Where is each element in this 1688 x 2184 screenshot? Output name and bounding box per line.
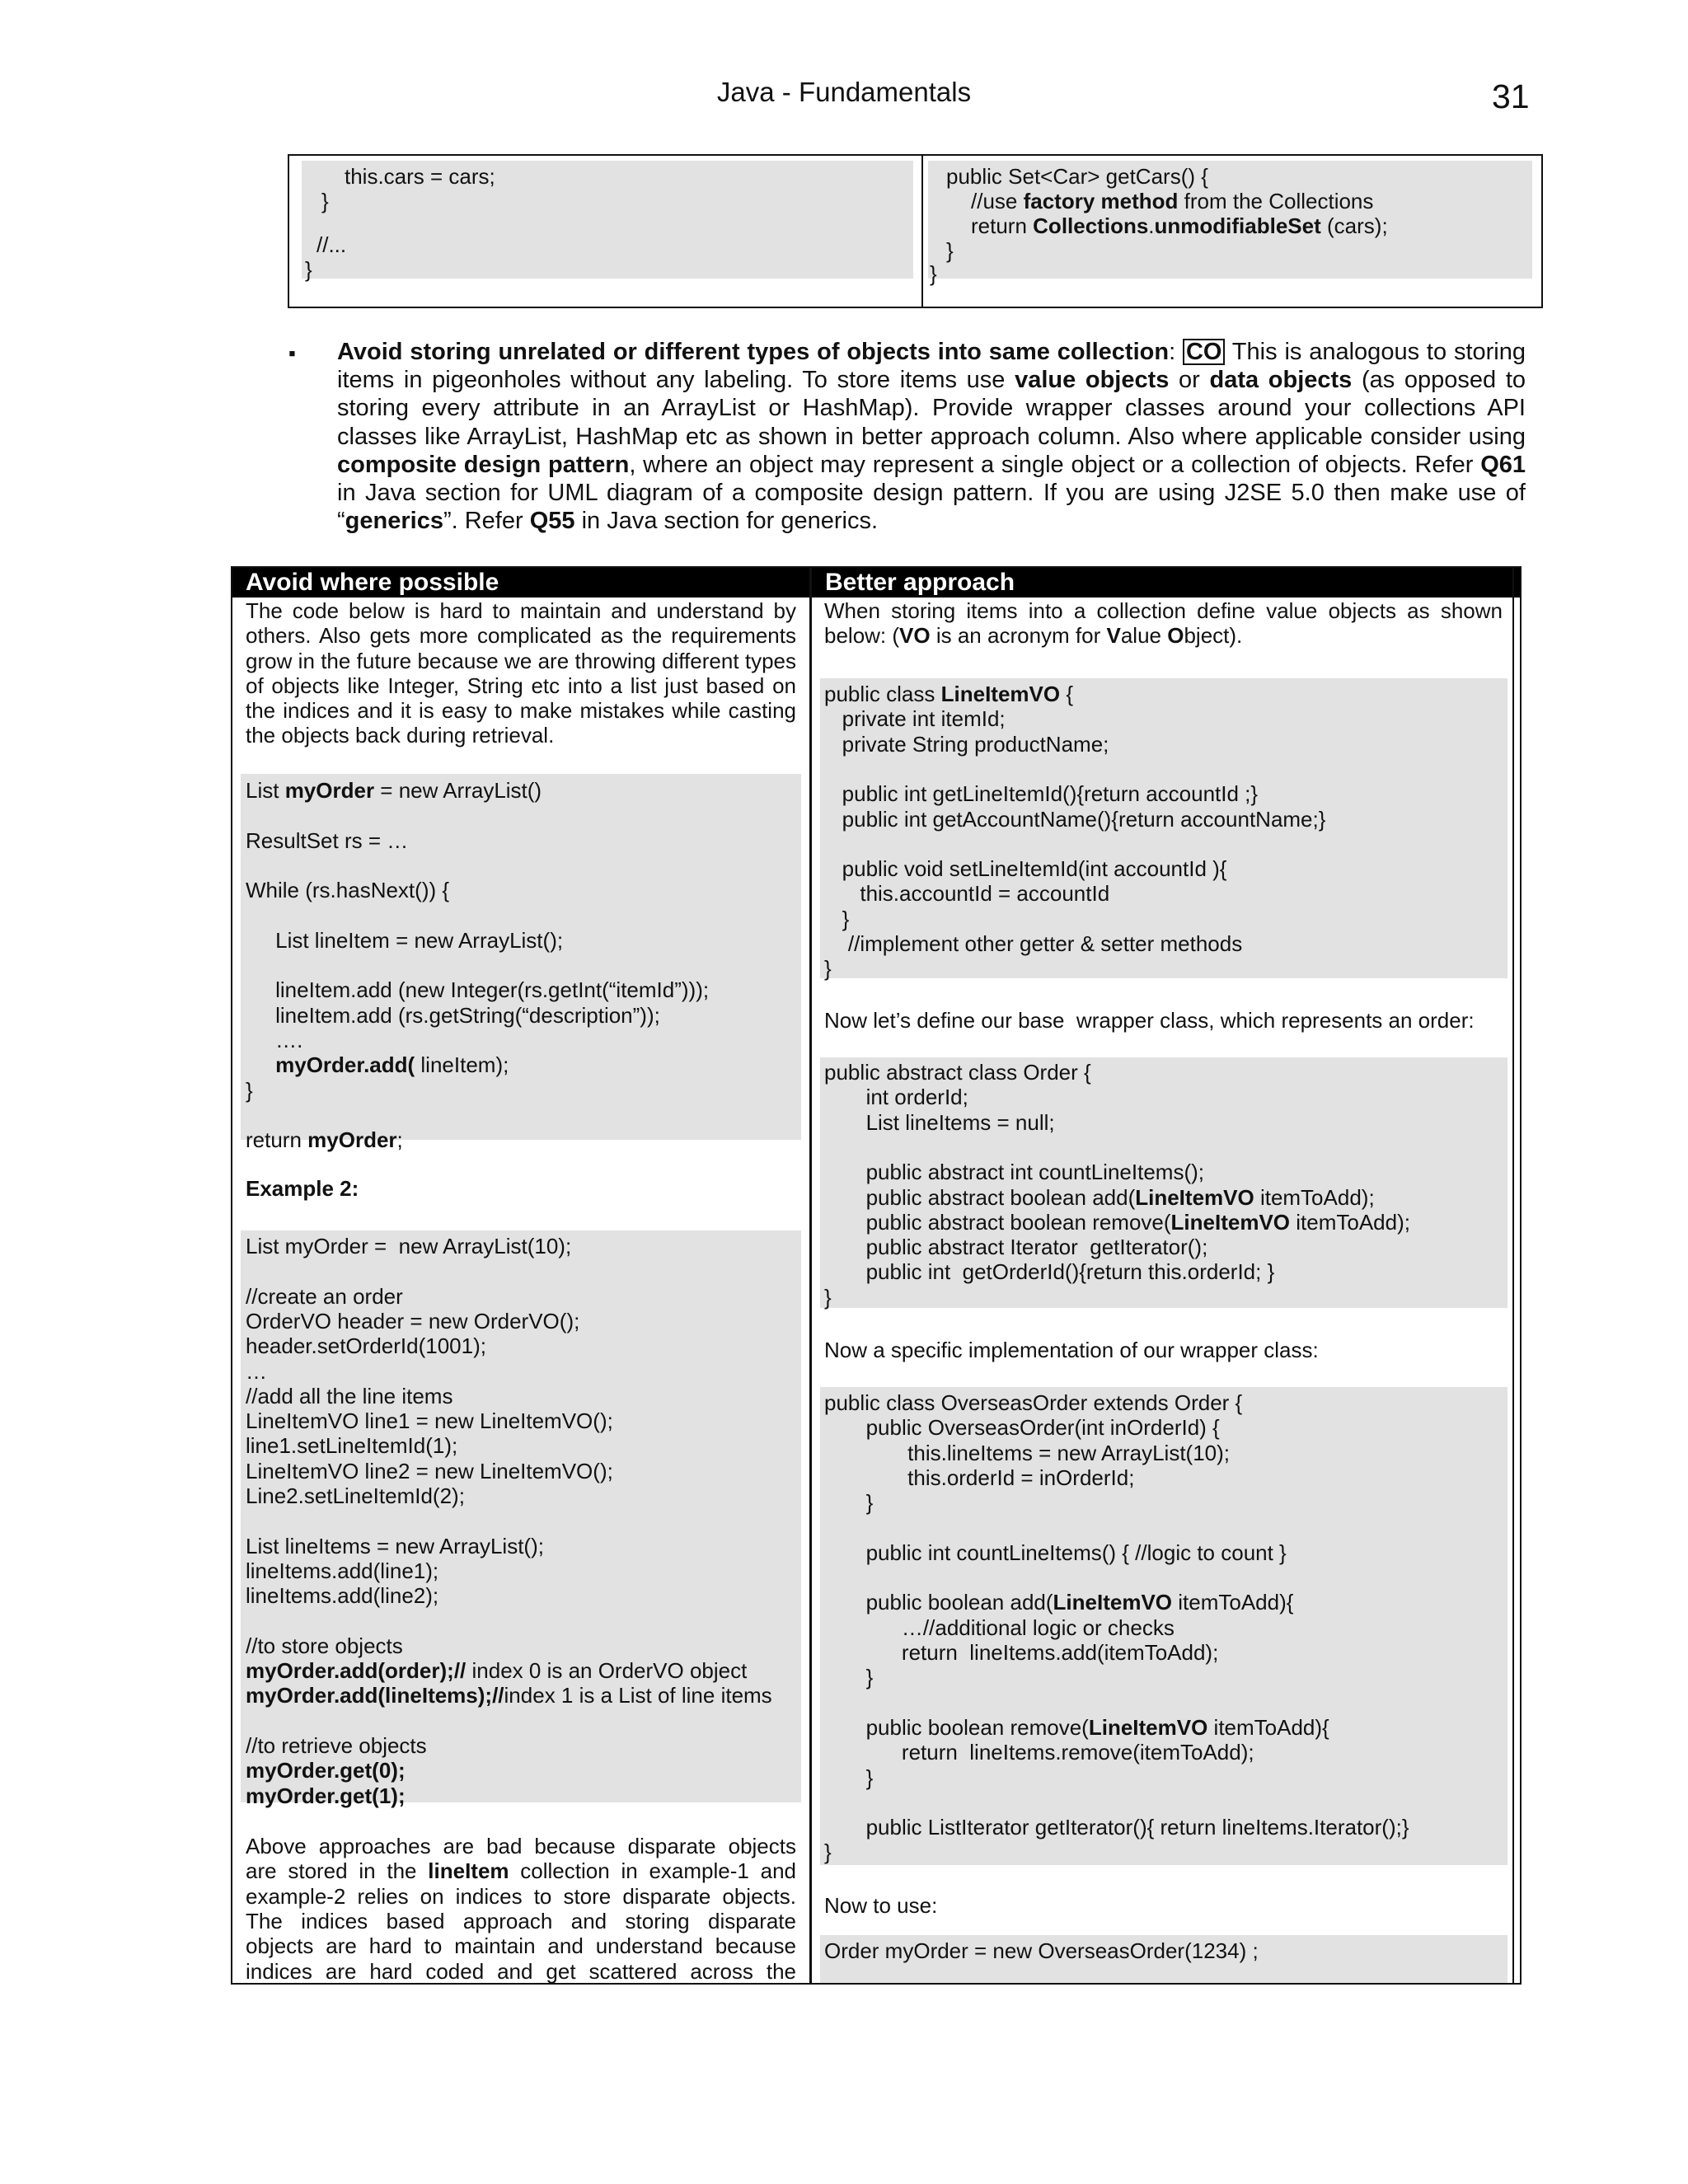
text-run: = new ArrayList() <box>374 778 542 803</box>
text-run: in Java section for UML diagram of a composite design pattern. If you are using J2SE 5.0 then make use of “ <box>337 480 1526 535</box>
code-line <box>246 1333 486 1358</box>
text-run: { <box>1060 682 1074 706</box>
text-run: lineItems.add(line1); <box>246 1558 439 1583</box>
code-line <box>246 1003 660 1028</box>
text-run: List <box>246 778 285 803</box>
text-run: index 0 is an OrderVO object <box>466 1658 748 1684</box>
code-line <box>824 856 1227 881</box>
code-line <box>246 1459 613 1483</box>
text-run: header.setOrderId(1001); <box>246 1333 486 1359</box>
code-line <box>246 1028 302 1052</box>
code-line <box>824 1259 1274 1284</box>
code-line <box>824 1085 968 1109</box>
code-line <box>246 1433 457 1458</box>
text-run: } <box>824 1765 874 1790</box>
text-run: } <box>824 1284 832 1310</box>
code-line <box>246 1733 427 1758</box>
text-run: public abstract boolean remove( <box>824 1209 1171 1235</box>
code-line <box>246 977 709 1002</box>
text-run: public abstract boolean add( <box>824 1184 1136 1210</box>
text-run: lineItem); <box>420 1052 509 1078</box>
text-run: itemToAdd){ <box>1172 1590 1294 1615</box>
text-run: itemToAdd); <box>1254 1184 1375 1210</box>
text-run: List lineItems = new ArrayList(); <box>246 1533 544 1558</box>
text-run: Q61 <box>1480 451 1526 478</box>
text-run: public int getOrderId(){return this.orderId; } <box>824 1259 1275 1285</box>
text-run: in Java section for generics. <box>574 508 879 535</box>
code-line <box>246 1483 465 1508</box>
text-run: List lineItem = new ArrayList(); <box>246 927 564 953</box>
code-line <box>246 1408 613 1433</box>
code-line <box>824 1665 873 1690</box>
code-line <box>824 807 1325 832</box>
right-text-usage: Now to use: <box>824 1893 938 1918</box>
text-run: are stored in the <box>246 1858 429 1884</box>
code-line <box>824 1715 1329 1740</box>
code-line <box>246 1933 796 1958</box>
code-line <box>246 1284 403 1309</box>
text-run: int orderId; <box>824 1085 968 1110</box>
text-run: public boolean remove( <box>824 1714 1089 1740</box>
text-run: composite design pattern <box>337 451 630 478</box>
code-line <box>246 1834 796 1858</box>
code-line <box>246 1884 796 1909</box>
text-run: line1.setLineItemId(1); <box>246 1433 458 1459</box>
text-run: alue <box>1120 623 1168 648</box>
code-line <box>246 1534 544 1558</box>
code-line <box>246 1683 772 1708</box>
code-line <box>824 1110 1055 1135</box>
text-run: value objects <box>1015 367 1170 394</box>
code-line <box>824 1490 873 1515</box>
text-run: } <box>246 1077 253 1103</box>
code-line <box>824 931 1242 956</box>
right-intro-line1: When storing items into a collection define value objects as shown <box>824 598 1503 623</box>
text-run: … <box>246 1358 267 1384</box>
text-run: ResultSet rs = … <box>246 827 409 853</box>
code-line: } <box>321 189 329 213</box>
text-run: LineItemVO <box>940 682 1061 706</box>
code-line <box>824 1615 1175 1640</box>
usage-code-line: Order myOrder = new OverseasOrder(1234) ; <box>824 1938 1259 1963</box>
text-run: myOrder.get(0); <box>246 1758 406 1783</box>
text-run: public class OverseasOrder extends Order { <box>824 1390 1243 1415</box>
text-run: , where an object may represent a single object or a collection of objects. Refer <box>629 451 1481 478</box>
code-line <box>246 1078 253 1103</box>
code-line <box>824 1815 1409 1840</box>
text-run: collection in example-1 and <box>509 1858 796 1884</box>
text-run: example-2 relies on indices to store disparate objects. <box>246 1883 796 1909</box>
code-line: this.cars = cars; <box>345 164 495 189</box>
code-line <box>824 1840 832 1864</box>
column-divider <box>809 568 812 1983</box>
comparison-table <box>231 566 1522 1985</box>
code-line <box>824 1540 1287 1565</box>
code-line <box>824 1210 1410 1235</box>
text-run: } <box>824 1665 874 1690</box>
right-intro-line2 <box>824 623 1242 648</box>
text-run: } <box>824 1840 832 1865</box>
code-line <box>246 1783 406 1808</box>
code-line <box>824 1415 1220 1440</box>
code-line <box>246 1758 406 1783</box>
text-run: LineItemVO <box>1088 1714 1208 1740</box>
text-run: //add all the line items <box>246 1383 453 1408</box>
text-run: itemToAdd); <box>1290 1209 1410 1235</box>
code-line <box>246 1909 796 1933</box>
top-code-left <box>302 161 913 282</box>
example-2-label: Example 2: <box>246 1176 359 1201</box>
text-run: lineItem.add (new Integer(rs.getInt(“itemId”))); <box>246 977 710 1003</box>
text-run: myOrder.add(lineItems);// <box>246 1683 504 1708</box>
text-run: //to retrieve objects <box>246 1733 427 1758</box>
text-run: myOrder.add( <box>275 1052 421 1078</box>
page-header-title: Java - Fundamentals <box>716 77 972 107</box>
text-run: O <box>1167 623 1184 648</box>
text-run: lineItem <box>428 1858 509 1884</box>
text-run: or <box>1169 367 1210 394</box>
text-run: ”. Refer <box>443 508 530 535</box>
code-line <box>246 928 563 953</box>
code-line: } <box>305 257 312 282</box>
top-code-table <box>288 154 1543 308</box>
code-line <box>246 1359 267 1384</box>
text-run: bject). <box>1184 623 1243 648</box>
text-run: //create an order <box>246 1283 403 1309</box>
code-line: return Collections.unmodifiableSet (cars); <box>971 213 1388 238</box>
code-line <box>246 878 449 902</box>
header-better: Better approach <box>812 568 1520 598</box>
text-run: below: ( <box>824 623 900 648</box>
text-run: myOrder <box>307 1127 397 1153</box>
text-run: LineItemVO <box>1135 1184 1254 1210</box>
text-run: //implement other getter & setter methods <box>824 931 1243 956</box>
bullet-paragraph: Avoid storing unrelated or different types of objects into same collection: CO This is analogous to storing items in pigeonholes without any labeling. To store items use value objects or data objects (as opposed to storing every attribute in an ArrayList or HashMap). Provide wrapper classes around your collections API classes like ArrayList, HashMap etc as shown in better approach column. Also where applicable consider using composite design pattern, where an object may represent a single object or a collection of objects. Refer Q61 in Java section for UML diagram of a composite design pattern. If you are using J2SE 5.0 then make use of “generics”. Refer Q55 in Java section for generics. <box>337 339 1526 535</box>
right-text-base-class: Now let’s define our base wrapper class, which represents an order: <box>824 1008 1475 1033</box>
text-run: V <box>1106 623 1121 648</box>
code-line <box>824 732 1109 757</box>
text-run: myOrder.get(1); <box>246 1783 406 1808</box>
code-line <box>246 778 542 803</box>
code-line <box>824 1465 1134 1490</box>
code-line <box>246 1558 438 1583</box>
text-run: //to store objects <box>246 1633 403 1658</box>
code-line <box>824 1185 1375 1210</box>
text-run: myOrder.add(order);// <box>246 1658 467 1684</box>
text-run: Q55 <box>529 508 575 535</box>
code-line <box>246 828 408 853</box>
code-line <box>824 1640 1218 1665</box>
text-run: public boolean add( <box>824 1590 1053 1615</box>
code-line <box>824 1060 1091 1085</box>
code-line <box>824 1740 1254 1765</box>
text-run: return lineItems.remove(itemToAdd); <box>824 1740 1254 1765</box>
text-run: indices are hard coded and get scattered across the <box>246 1958 796 1984</box>
text-run: LineItemVO <box>1053 1590 1173 1615</box>
text-run: ; <box>396 1127 403 1153</box>
text-run: Line2.setLineItemId(2); <box>246 1483 465 1508</box>
text-run: While (rs.hasNext()) { <box>246 878 450 903</box>
text-run: …. <box>246 1028 303 1052</box>
text-run: public abstract class Order { <box>824 1060 1091 1085</box>
text-run: public abstract Iterator getIterator(); <box>824 1235 1208 1260</box>
text-run: this.lineItems = new ArrayList(10); <box>824 1440 1231 1465</box>
code-line <box>246 1384 452 1408</box>
code-line <box>246 1633 403 1658</box>
right-inner-border <box>1512 568 1514 1983</box>
text-run: private int itemId; <box>824 706 1006 732</box>
text-run: private String productName; <box>824 731 1109 757</box>
co-badge: CO <box>1183 339 1226 365</box>
text-run: public int getAccountName(){return accountName;} <box>824 806 1326 832</box>
code-line <box>824 1765 873 1790</box>
code-line <box>246 1127 403 1152</box>
code-line <box>246 1052 509 1077</box>
bullet-lead: Avoid storing unrelated or different types of objects into same collection <box>337 339 1170 365</box>
code-line <box>824 781 1258 806</box>
text-run: public void setLineItemId(int accountId ){ <box>824 856 1227 882</box>
page-number: 31 <box>1492 77 1530 115</box>
code-line: //use factory method from the Collections <box>971 189 1374 213</box>
left-intro: The code below is hard to maintain and understand by others. Also gets more complicated as the requirements grow in the future because we are throwing different types of objects like Integer, String etc into a list just based on the indices and it is easy to make mistakes while casting the objects back during retrieval. <box>246 598 796 748</box>
text-run: The indices based approach and storing disparate <box>246 1908 796 1933</box>
text-run: public OverseasOrder(int inOrderId) { <box>824 1415 1220 1441</box>
text-run: myOrder <box>284 778 375 803</box>
top-divider <box>921 156 923 307</box>
text-run: LineItemVO line2 = new LineItemVO(); <box>246 1458 613 1483</box>
code-line <box>824 1390 1242 1415</box>
code-line: } <box>946 238 954 263</box>
code-line <box>824 1160 1204 1184</box>
code-line <box>824 1590 1293 1615</box>
code-line <box>824 1441 1230 1465</box>
text-run: List myOrder = new ArrayList(10); <box>246 1234 572 1258</box>
text-run: index 1 is a List of line items <box>504 1683 772 1708</box>
text-run: LineItemVO line1 = new LineItemVO(); <box>246 1408 613 1434</box>
code-line <box>246 1858 796 1883</box>
text-run: public class <box>824 682 941 706</box>
text-run: List lineItems = null; <box>824 1109 1055 1135</box>
text-run: data objects <box>1209 367 1353 394</box>
right-text-implementation: Now a specific implementation of our wrapper class: <box>824 1338 1319 1362</box>
text-run <box>246 1052 275 1077</box>
code-line <box>824 682 1073 706</box>
code-line <box>246 1658 747 1683</box>
text-run: generics <box>345 508 443 535</box>
text-run: public int getLineItemId(){return accountId ;} <box>824 781 1259 807</box>
text-run: OrderVO header = new OrderVO(); <box>246 1308 580 1333</box>
code-line <box>824 1285 832 1310</box>
text-run: this.accountId = accountId <box>824 881 1110 907</box>
code-line <box>246 1309 579 1333</box>
text-run: public abstract int countLineItems(); <box>824 1160 1204 1185</box>
text-run: lineItem.add (rs.getString(“description”)); <box>246 1002 660 1028</box>
text-run: lineItems.add(line2); <box>246 1583 439 1609</box>
code-line <box>824 706 1006 731</box>
code-line <box>246 1234 571 1258</box>
bullet-marker: ▪ <box>288 342 296 365</box>
code-line <box>824 881 1109 906</box>
text-run: LineItemVO <box>1170 1209 1291 1235</box>
text-run: This is analogous to storing items in pigeonholes without any labeling. To store items use <box>337 339 1526 394</box>
header-avoid: Avoid where possible <box>232 568 809 598</box>
text-run: } <box>824 1490 874 1516</box>
text-run: …//additional logic or checks <box>824 1615 1175 1640</box>
text-run: itemToAdd){ <box>1207 1714 1329 1740</box>
code-line: //... <box>316 232 347 257</box>
top-code-right <box>928 161 1532 286</box>
text-run: is an acronym for <box>930 623 1107 648</box>
text-run: VO <box>899 623 931 648</box>
text-run: return <box>246 1127 308 1153</box>
text-run: objects are hard to maintain and understand because <box>246 1933 796 1959</box>
code-line <box>824 907 849 931</box>
code-line: public Set<Car> getCars() { <box>946 164 1208 189</box>
text-run: } <box>824 956 832 982</box>
code-line <box>246 1959 796 1984</box>
code-line <box>246 1583 438 1608</box>
text-run: Above approaches are bad because disparate objects <box>246 1834 796 1858</box>
text-run: public ListIterator getIterator(){ return lineItems.Iterator();} <box>824 1815 1409 1840</box>
code-line <box>824 1235 1207 1259</box>
text-run: (as opposed to storing every attribute in an ArrayList or HashMap). Provide wrapper classes around your collections API classes like ArrayList, HashMap etc as shown in better approach column. Also where applicable consider using <box>337 367 1526 450</box>
text-run: } <box>824 906 850 931</box>
code-line: } <box>930 261 937 286</box>
text-run: return lineItems.add(itemToAdd); <box>824 1640 1219 1665</box>
code-line <box>824 956 832 981</box>
text-run: public int countLineItems() { //logic to count } <box>824 1540 1287 1565</box>
text-run: this.orderId = inOrderId; <box>824 1465 1135 1490</box>
